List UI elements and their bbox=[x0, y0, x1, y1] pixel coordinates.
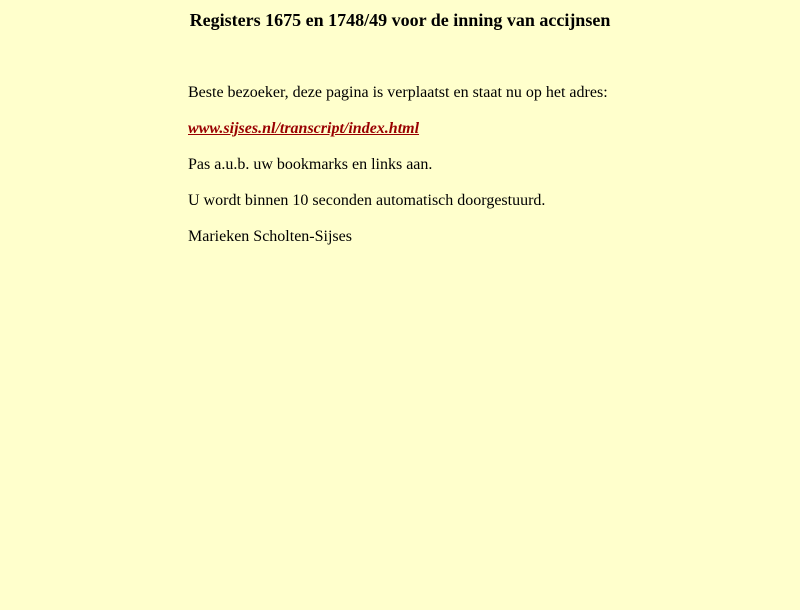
intro-text: Beste bezoeker, deze pagina is verplaatst en staat nu op het adres: bbox=[188, 84, 608, 101]
signature: Marieken Scholten-Sijses bbox=[188, 228, 352, 245]
notice-content bbox=[188, 84, 800, 246]
redirect-link[interactable]: www.sijses.nl/transcript/index.html bbox=[188, 120, 420, 137]
page-title: Registers 1675 en 1748/49 voor de inning van accijnsen bbox=[189, 10, 611, 30]
redirect-note: U wordt binnen 10 seconden automatisch doorgestuurd. bbox=[188, 192, 546, 209]
bookmarks-note: Pas a.u.b. uw bookmarks en links aan. bbox=[188, 156, 433, 173]
redirect-link-line bbox=[188, 120, 800, 138]
